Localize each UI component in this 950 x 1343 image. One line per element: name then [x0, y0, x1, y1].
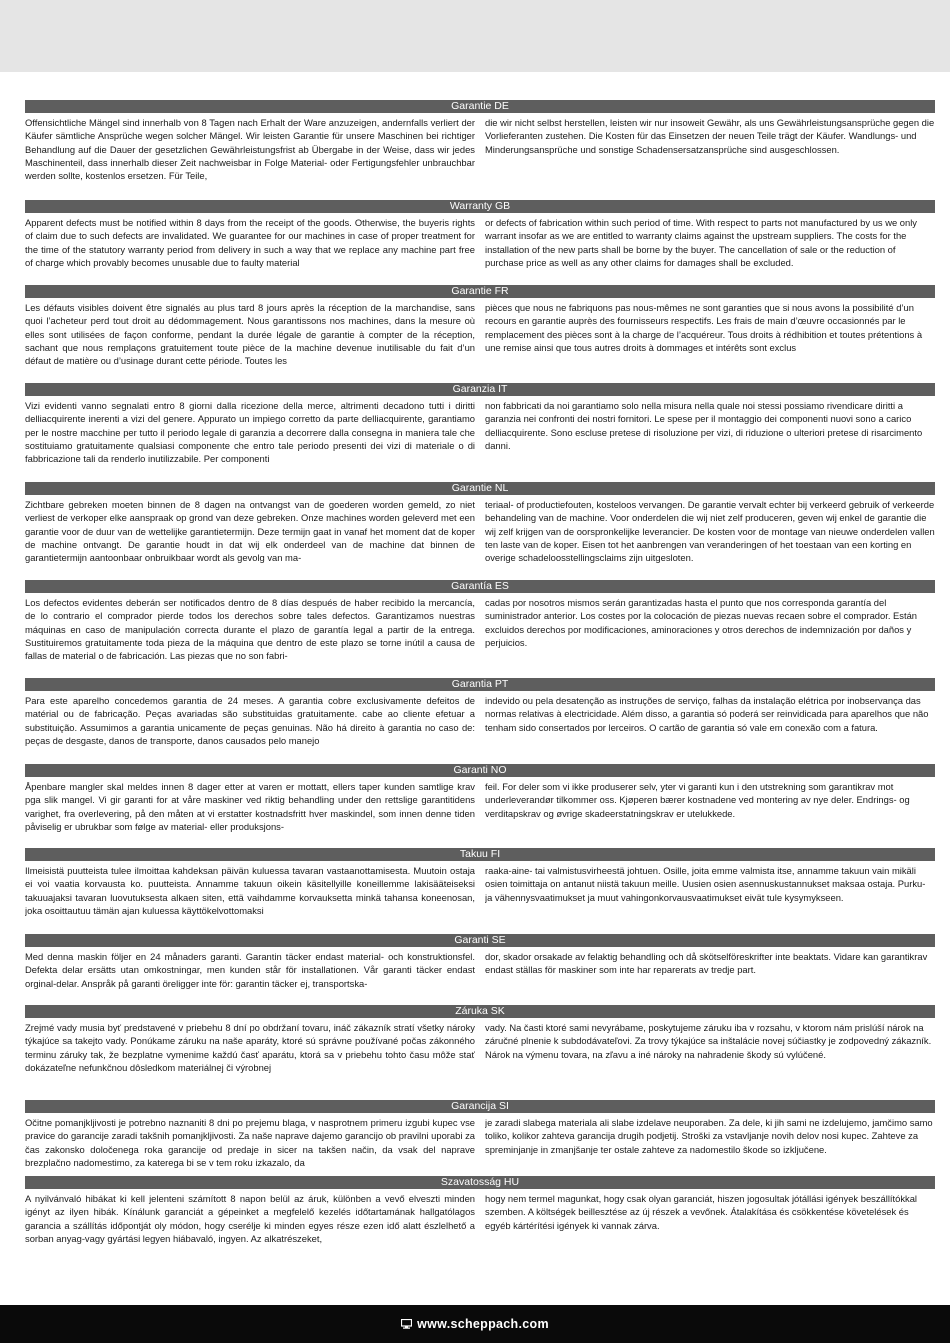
section-title: Warranty GB: [25, 200, 935, 213]
section-text-right: or defects of fabrication within such period of time. With respect to parts not manufactured by us we only warrant insofar as we are entitled to warranty claims against the upstream suppliers. The costs for the installation of the new parts shall be borne by the buyer. The cancellation of sale or the reduction of purchase price as well as any other claims for damages shall be excluded.: [485, 217, 917, 268]
section-text-left: Para este aparelho concedemos garantia de 24 meses. A garantia cobre exclusivamente defeitos de matérial ou de fabricação. Peças avariadas são substituidas gratuitamente. cabe ao cliente efetuar a substituição. Assumimos a garantia unicamente de peças genuinas. Não há direito à garantia no caso de: peças de desgaste, danos de transporte, danos causados pelo manejo: [25, 695, 475, 746]
section-text-right: indevido ou pela desatenção as instruções de serviço, falhas da instalação elétrica por inobservança das normas relativas à electricidade. Além disso, a garantia só poderá ser reinvidicada para aparelhos que não tenham sido consertados por lerceiros. O cartão de garantia só vale em conexão com a fatura.: [485, 695, 929, 733]
section-text-left: Les défauts visibles doivent être signalés au plus tard 8 jours après la réception de la marchandise, sans quoi l’acheteur perd tout droit au dédommagement. Nous garantissons nos machines, dans la mesure où elles sont utilisées de façon conforme, pendant la durée légale de garantie à compter de la réception, sachant que nous remplaçons gratuitement toute pièce de la machine devenue inutilisable du fait d’un défaut de matière ou d’usinage durant cette période. Toutes les: [25, 302, 475, 367]
section-title: Garantía ES: [25, 580, 935, 593]
section-text-left: Zrejmé vady musia byť predstavené v priebehu 8 dní po obdržaní tovaru, ináč zákazník stratí všetky nároky týkajúce sa takejto vady. Ponúkame záruku na naše aparáty, ktoré sú správne používané počas zákonného terminu záruky tak, že bezplatne vymenime každú časť aparátu, ktorá sa v priebehu tohto času môže stať dokázateľne nefunkčnou dôsledkom materiálnej či výrobnej: [25, 1022, 475, 1073]
monitor-icon: [401, 1319, 412, 1329]
website-url[interactable]: www.scheppach.com: [417, 1317, 549, 1331]
section-text-right: teriaal- of productiefouten, kosteloos vervangen. De garantie vervalt echter bij verkeerd gebruik of verkeerde behandeling van de machine. Voor onderdelen die wij niet zelf produceren, geven wij enkel de garantie die wij zelf krijgen van de oorspronkelijke leverancier. De kosten voor de montage van nieuwe onderdelen vallen ten laste van de koper. Eisen tot het aanbrengen van veranderingen of het toestaan van een korting en overige schadeloosstellingsclaims zijn uitgesloten.: [485, 499, 935, 564]
section-text-right: je zaradi slabega materiala ali slabe izdelave neuporaben. Za dele, ki jih sami ne izdelujemo, jamčimo samo toliko, kolikor zahteva garancija drugih podjetij. Stroški za vstavljanje novih delov nosi kupec. Zahteve za spreminjanje in zmanjšanje ter ostale zahteve za nadomestilo škode so izključene.: [485, 1117, 933, 1155]
section-title: Garanzia IT: [25, 383, 935, 396]
section-title: Takuu FI: [25, 848, 935, 861]
section-title: Szavatosság HU: [25, 1176, 935, 1189]
warranty-section: [25, 1100, 935, 1169]
footer-bar: [0, 1305, 950, 1343]
warranty-section: [25, 1005, 935, 1074]
section-title: Garantie FR: [25, 285, 935, 298]
section-title: Garantie NL: [25, 482, 935, 495]
warranty-section: [25, 200, 935, 269]
section-text-left: Očitne pomanjkljivosti je potrebno naznaniti 8 dni po prejemu blaga, v nasprotnem primeru izgubi kupec vse pravice do garancije zaradi takšnih pomanjkljivosti. Za naše naprave dajemo garancijo ob pravilni uporabi za čas zakonsko določenega roka garancije od predaje in sicer na takšen način, da vsak del naprave brezplačno nadomestimo, za katerega bi se v tem roku izkazalo, da: [25, 1117, 475, 1168]
warranty-section: [25, 1176, 935, 1245]
section-text-right: dor, skador orsakade av felaktig behandling och då skötselföreskrifter inte beaktats. Vidare kan garantikrav endast ställas för maskiner som inte har reparerats av tredje part.: [485, 951, 928, 976]
section-text-right: pièces que nous ne fabriquons pas nous-mêmes ne sont garanties que si nous avons la possibilité d’un recours en garantie auprès des fournisseurs respectifs. Les frais de main d’œuvre occasionnés par le remplacement des pièces sont à la charge de l’acquéreur. Tous droits à rédhibition et toutes prétentions à une remise ainsi que tous autres droits à dommages et intérêts sont exclus: [485, 302, 923, 353]
section-title: Garanti SE: [25, 934, 935, 947]
section-title: Garanti NO: [25, 764, 935, 777]
section-text-right: non fabbricati da noi garantiamo solo nella misura nella quale noi stessi possiamo rivendicare diritti a garanzia nei confronti dei nostri fornitori. Le spese per il montaggio dei componenti nuovi sono a carico delliacquirente. Sono escluse pretese di risoluzione per vizi, di riduzione o ulteriori pretese di risarcimento danni.: [485, 400, 923, 451]
warranty-section: [25, 482, 935, 564]
section-text-right: die wir nicht selbst herstellen, leisten wir nur insoweit Gewähr, als uns Gewährleistungsansprüche gegen die Vorlieferanten zustehen. Die Kosten für das Einsetzen der neuen Teile trägt der Käufer. Wandlungs- und Minderungsansprüche und sonstige Schadensersatzansprüche sind ausgeschlossen.: [485, 117, 935, 155]
section-text-left: Vizi evidenti vanno segnalati entro 8 giorni dalla ricezione della merce, altrimenti decadono tutti i diritti delliacquirente inerenti a vizi del genere. Appurato un impiego corretto da parte delliacquirente, garantiamo per le nostre macchine per tutto il periodo legale di garanzia a decorrere dalla consegna in maniera tale che sostituiamo gratuitamente qualsiasi componente che entro tale periodo presenti dei vizi di materiale o di fabbricazione tali da renderlo inutilizzabile. Per componenti: [25, 400, 475, 465]
section-text-left: Los defectos evidentes deberán ser notificados dentro de 8 días después de haber recibido la mercancía, de lo contrario el comprador pierde todos los derechos sobre tales defectos. Garantizamos nuestras máquinas en caso de manipulación correcta durante el plazo de garantía legal a partir de la entrega. Sustituiremos gratuitamente toda pieza de la máquina que dentro de este plazo se torne inútil a causa de fallas de material o de fabricación. Las piezas que no son fabri-: [25, 597, 475, 662]
section-text-left: Apparent defects must be notified within 8 days from the receipt of the goods. Otherwise, the buyeris rights of claim due to such defects are invalidated. We guarantee for our machines in case of proper treatment for the time of the statutory warranty period from delivery in such a way that we replace any machine part free of charge which provably becomes unusable due to faulty material: [25, 217, 475, 268]
section-text-right: hogy nem termel magunkat, hogy csak olyan garanciát, hiszen jogosultak jótállási igények beszállítókkal szemben. A költségek beillesztése az új részek a vevőnek. Átalakítása és csökkentése követelések és egyéb kártérítési igények ki vannak zárva.: [485, 1193, 918, 1231]
section-text-left: Ilmeisistä puutteista tulee ilmoittaa kahdeksan päivän kuluessa tavaran vastaanottamisesta. Muutoin ostaja ei voi vaatia korvausta ko. puutteista. Annamme takuun oikein käsitellyille koneillemme lakisääteiseksi takuuajaksi tavaran luovutuksesta alkaen siten, että vaihdamme korvauksetta minkä tahansa koneenosan, joka osoittautuu tämän ajan kuluessa käyttökelvottomaksi: [25, 865, 475, 916]
section-title: Garantie DE: [25, 100, 935, 113]
section-text-right: vady. Na časti ktoré sami nevyrábame, poskytujeme záruku iba v rozsahu, v ktorom nám prislúší nárok na záručné plnenie k subdodávateľovi. Za trovy týkajúce sa inštalácie novej súčiastky je zodpovedný zákazník. Nárok na výmenu tovara, na zľavu a iné nároky na nahradenie škody sú vylúčené.: [485, 1022, 932, 1060]
warranty-section: [25, 934, 935, 990]
section-text-right: cadas por nosotros mismos serán garantizadas hasta el punto que nos corresponda garantía del suministrador anterior. Los costes por la colocación de piezas nuevas recaen sobre el comprador. Están excluidos derechos por modificaciones, aminoraciones y otros derechos de indemnización por daños y perjuicios.: [485, 597, 918, 648]
warranty-section: [25, 285, 935, 367]
warranty-section: [25, 383, 935, 465]
section-text-left: A nyilvánvaló hibákat ki kell jelenteni számított 8 napon belül az áruk, különben a vevő elveszti minden igényt az ilyen hibák. Kínálunk garanciát a gépeinket a megfelelő kezelés időtartamának hallgatólagos garancia a szállítás időpontját oly módon, hogy cserélje ki minden egyes része ezen idő alatt észlelhető a sorban anyag-vagy gyártási legyen hiábavaló, ingyen. Az alkatrészeket,: [25, 1193, 475, 1244]
section-text-right: feil. For deler som vi ikke produserer selv, yter vi garanti kun i den utstrekning som garantikrav mot underleverandør tilkommer oss. Kjøperen bærer kostnadene ved montering av nye deler. Endrings- og verditapskrav og øvrige skadeerstatningskrav er utelukkede.: [485, 781, 910, 819]
section-text-left: Med denna maskin följer en 24 månaders garanti. Garantin täcker endast material- och konstruktionsfel. Defekta delar ersätts utan omkostningar, men kunden står för installationen. Vår garanti täcker endast orginal-delar. Anspråk på garanti öreligger inte för: garantin täcker ej, transportska-: [25, 951, 475, 989]
section-title: Garantia PT: [25, 678, 935, 691]
section-text-left: Offensichtliche Mängel sind innerhalb von 8 Tagen nach Erhalt der Ware anzuzeigen, andernfalls verliert der Käufer sämtliche Ansprüche wegen solcher Mängel. Wir leisten Garantie für unsere Maschinen bei richtiger Behandlung auf die Dauer der gesetzlichen Gewährleistungsfrist ab Übergabe in der Weise, dass wir jedes Maschinenteil, dass innerhalb dieser Zeit nachweisbar in Folge Material- oder Fertigungsfehler unbrauchbar werden sollte, kostenlos ersetzen. Für Teile,: [25, 117, 475, 182]
section-title: Garancija SI: [25, 1100, 935, 1113]
warranty-section: [25, 848, 935, 917]
warranty-section: [25, 100, 935, 182]
section-text-left: Zichtbare gebreken moeten binnen de 8 dagen na ontvangst van de goederen worden gemeld, zo niet verliest de verkoper elke aanspraak op grond van deze gebreken. Onze machines worden geleverd met een garantie voor de duur van de wettelijke garantietermijn. Deze termijn gaat in vanaf het moment dat de koper de machine ontvangt. De garantie houdt in dat wij elk onderdeel van de machine dat binnen de garantietermijn aantoonbaar onbruikbaar wordt als gevolg van ma-: [25, 499, 475, 564]
section-text-right: raaka-aine- tai valmistusvirheestä johtuen. Osille, joita emme valmista itse, annamme takuun vain mikäli osien toimittaja on antanut niistä takuun meille. Uusien osien asennuskustannukset maksaa ostaja. Purku- ja vähennysvaatimukset ja muut vahingonkorvausvaatimukset eivät tule kysymykseen.: [485, 865, 926, 903]
section-title: Záruka SK: [25, 1005, 935, 1018]
warranty-section: [25, 764, 935, 833]
top-band: [0, 0, 950, 72]
warranty-section: [25, 580, 935, 662]
warranty-section: [25, 678, 935, 747]
section-text-left: Åpenbare mangler skal meldes innen 8 dager etter at varen er mottatt, ellers taper kunden samtlige krav pga slik mangel. Vi gir garanti for at våre maskiner ved riktig behandling under den rettslige garantitidens varighet, fra overlevering, på den måten at vi erstatter kostnadsfritt hver maskindel, som innen denne tiden påviselig er ubrukbar som følge av material- eller produksjons-: [25, 781, 475, 832]
